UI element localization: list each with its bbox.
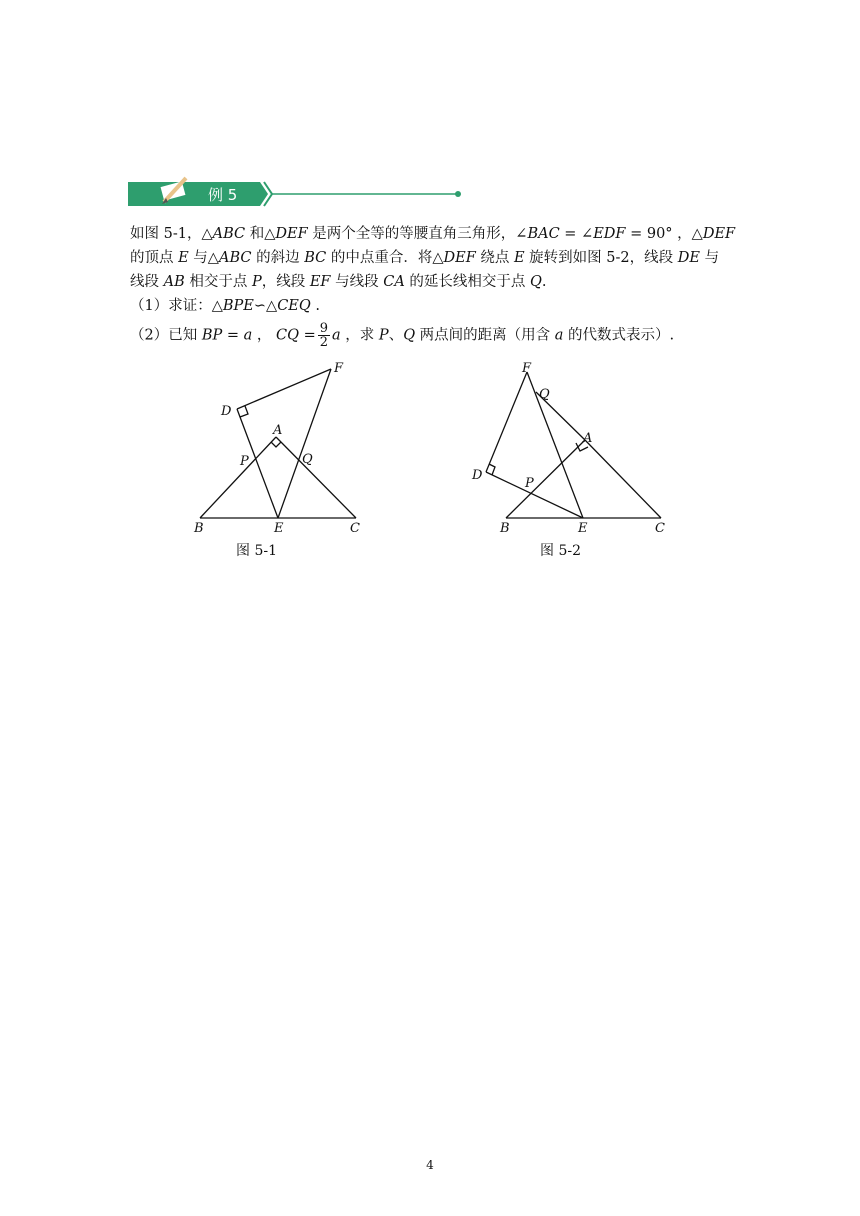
label-p: P bbox=[525, 476, 534, 491]
example-banner bbox=[128, 180, 468, 208]
label-e: E bbox=[274, 521, 284, 536]
segment-ef bbox=[278, 369, 331, 518]
question-part-2: （2）已知 BP = a ， CQ = $\frac{9}{2}$ a ，求 P、Q 两点间的距离（用含 a 的代数式表示）. bbox=[130, 321, 675, 350]
segment-ab bbox=[200, 437, 276, 518]
problem-line-1: 如图 5-1，△ABC 和△DEF 是两个全等的等腰直角三角形，∠BAC = ∠EDF = 90° ，△DEF bbox=[130, 226, 736, 242]
label-q: Q bbox=[539, 387, 550, 402]
segment-ac bbox=[585, 440, 661, 518]
label-b: B bbox=[500, 521, 510, 536]
right-angle-a bbox=[271, 442, 281, 447]
figure-5-2 bbox=[468, 355, 678, 540]
pencil-icon bbox=[154, 174, 194, 206]
label-d: D bbox=[221, 404, 232, 419]
label-c: C bbox=[350, 521, 360, 536]
question-part-1: （1）求证：△BPE∽△CEQ . bbox=[130, 298, 320, 314]
label-p: P bbox=[240, 454, 249, 469]
label-b: B bbox=[194, 521, 204, 536]
segment-df bbox=[486, 372, 527, 472]
label-c: C bbox=[655, 521, 665, 536]
banner-label: 例 5 bbox=[208, 186, 238, 204]
label-a: A bbox=[583, 431, 593, 446]
segment-ab bbox=[506, 440, 585, 518]
label-f: F bbox=[334, 361, 344, 376]
figure-5-2-caption: 图 5-2 bbox=[540, 543, 581, 559]
figure-5-1 bbox=[180, 355, 380, 540]
label-f: F bbox=[522, 361, 532, 376]
label-e: E bbox=[578, 521, 588, 536]
figure-5-1-caption: 图 5-1 bbox=[236, 543, 277, 559]
problem-line-2: 的顶点 E 与△ABC 的斜边 BC 的中点重合．将△DEF 绕点 E 旋转到如图 5-2，线段 DE 与 bbox=[130, 250, 720, 266]
fraction-nine-halves: $\frac{9}{2}$ bbox=[319, 321, 329, 350]
problem-line-3: 线段 AB 相交于点 P，线段 EF 与线段 CA 的延长线相交于点 Q. bbox=[130, 274, 547, 290]
page-number: 4 bbox=[426, 1158, 434, 1172]
label-d: D bbox=[472, 468, 483, 483]
segment-ac bbox=[276, 437, 356, 518]
label-q: Q bbox=[302, 452, 313, 467]
label-a: A bbox=[273, 423, 283, 438]
segment-df bbox=[237, 369, 331, 409]
